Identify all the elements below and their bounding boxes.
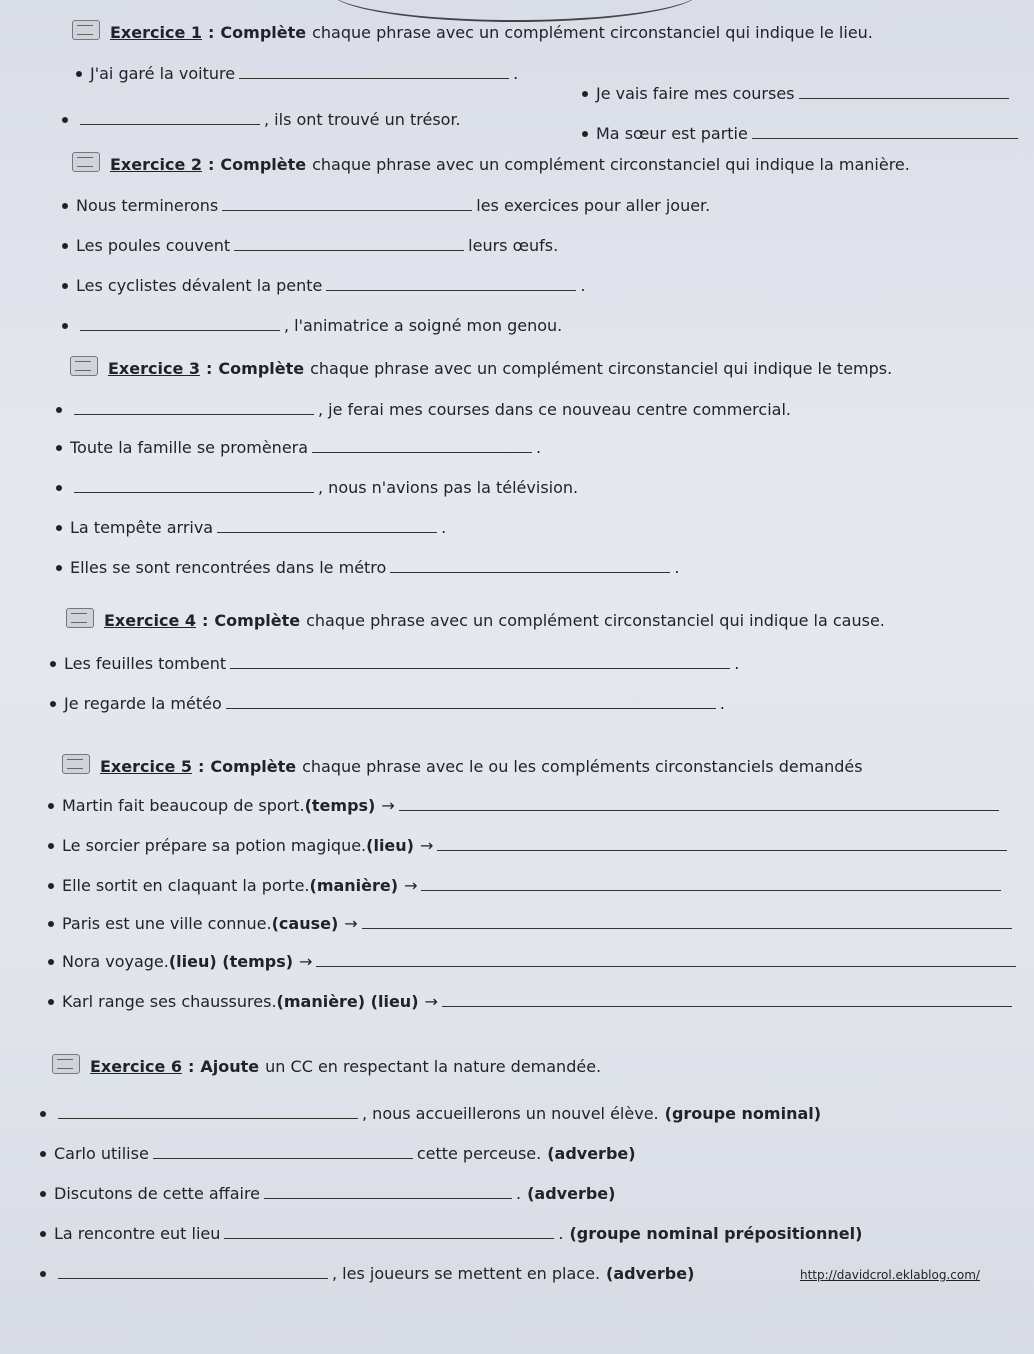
ex6-item-3: Discutons de cette affaire . (adverbe): [40, 1184, 615, 1203]
exercise-6-heading: Exercice 6 : Ajoute un CC en respectant la nature demandée.: [52, 1052, 601, 1076]
answer-blank[interactable]: [222, 209, 472, 211]
answer-blank[interactable]: [217, 531, 437, 533]
exercise-1-heading: Exercice 1 : Complète chaque phrase avec un complément circonstanciel qui indique le lieu.: [72, 18, 873, 42]
ex1-item-2: Je vais faire mes courses: [582, 84, 1013, 103]
book-icon: [72, 152, 100, 172]
exercise-2-heading: Exercice 2 : Complète chaque phrase avec un complément circonstanciel qui indique la manière.: [72, 150, 910, 174]
answer-blank[interactable]: [224, 1237, 554, 1239]
arrow-icon: →: [344, 914, 358, 933]
ex4-item-1: Les feuilles tombent .: [50, 654, 739, 673]
answer-blank[interactable]: [264, 1197, 512, 1199]
answer-blank[interactable]: [362, 927, 1012, 929]
book-icon: [62, 754, 90, 774]
ex1-item-1: J'ai garé la voiture .: [76, 64, 518, 83]
ex3-item-5: Elles se sont rencontrées dans le métro .: [56, 558, 679, 577]
book-icon: [72, 20, 100, 40]
ex4-item-2: Je regarde la météo .: [50, 694, 725, 713]
ex5-item-4: Paris est une ville connue. (cause) →: [48, 914, 1016, 933]
book-icon: [70, 356, 98, 376]
ex1-item-3: , ils ont trouvé un trésor.: [62, 110, 461, 129]
source-link[interactable]: http://davidcrol.eklablog.com/: [800, 1268, 980, 1282]
exercise-6-instruction: un CC en respectant la nature demandée.: [265, 1057, 602, 1076]
exercise-2-instruction: chaque phrase avec un complément circonstanciel qui indique la manière.: [312, 155, 910, 174]
ex5-item-2: Le sorcier prépare sa potion magique. (lieu) →: [48, 836, 1011, 855]
answer-blank[interactable]: [80, 123, 260, 125]
ex3-item-2: Toute la famille se promènera .: [56, 438, 541, 457]
exercise-3-verb: Complète: [218, 359, 305, 378]
arrow-icon: →: [404, 876, 418, 895]
arrow-icon: →: [299, 952, 313, 971]
ex2-item-1: Nous terminerons les exercices pour aller jouer.: [62, 196, 710, 215]
answer-blank[interactable]: [390, 571, 670, 573]
answer-blank[interactable]: [442, 1005, 1012, 1007]
ex2-item-4: , l'animatrice a soigné mon genou.: [62, 316, 562, 335]
exercise-5-instruction: chaque phrase avec le ou les compléments circonstanciels demandés: [302, 757, 863, 776]
exercise-1-verb: Complète: [220, 23, 307, 42]
ex6-item-1: , nous accueillerons un nouvel élève. (groupe nominal): [40, 1104, 821, 1123]
exercise-4-label: Exercice 4: [104, 611, 196, 630]
exercise-4-heading: Exercice 4 : Complète chaque phrase avec un complément circonstanciel qui indique la cause.: [66, 606, 885, 630]
arrow-icon: →: [424, 992, 438, 1011]
exercise-5-label: Exercice 5: [100, 757, 192, 776]
answer-blank[interactable]: [58, 1277, 328, 1279]
answer-blank[interactable]: [230, 667, 730, 669]
exercise-1-label: Exercice 1: [110, 23, 202, 42]
exercise-3-label: Exercice 3: [108, 359, 200, 378]
exercise-4-verb: Complète: [214, 611, 301, 630]
answer-blank[interactable]: [239, 77, 509, 79]
ex2-item-2: Les poules couvent leurs œufs.: [62, 236, 558, 255]
ex3-item-4: La tempête arriva .: [56, 518, 446, 537]
exercise-3-heading: Exercice 3 : Complète chaque phrase avec un complément circonstanciel qui indique le temps.: [70, 354, 892, 378]
ex5-item-5: Nora voyage. (lieu) (temps) →: [48, 952, 1020, 971]
exercise-2-label: Exercice 2: [110, 155, 202, 174]
arrow-icon: →: [381, 796, 395, 815]
exercise-4-instruction: chaque phrase avec un complément circonstanciel qui indique la cause.: [306, 611, 885, 630]
answer-blank[interactable]: [437, 849, 1007, 851]
exercise-1-instruction: chaque phrase avec un complément circonstanciel qui indique le lieu.: [312, 23, 873, 42]
book-icon: [52, 1054, 80, 1074]
answer-blank[interactable]: [326, 289, 576, 291]
answer-blank[interactable]: [752, 137, 1018, 139]
ex6-item-4: La rencontre eut lieu . (groupe nominal prépositionnel): [40, 1224, 862, 1243]
exercise-3-instruction: chaque phrase avec un complément circonstanciel qui indique le temps.: [310, 359, 893, 378]
answer-blank[interactable]: [421, 889, 1001, 891]
answer-blank[interactable]: [58, 1117, 358, 1119]
ex6-item-5: , les joueurs se mettent en place. (adverbe): [40, 1264, 694, 1283]
exercise-5-heading: Exercice 5 : Complète chaque phrase avec le ou les compléments circonstanciels demandés: [62, 752, 863, 776]
ex5-item-6: Karl range ses chaussures. (manière) (lieu) →: [48, 992, 1016, 1011]
answer-blank[interactable]: [74, 413, 314, 415]
answer-blank[interactable]: [80, 329, 280, 331]
answer-blank[interactable]: [74, 491, 314, 493]
answer-blank[interactable]: [234, 249, 464, 251]
book-icon: [66, 608, 94, 628]
answer-blank[interactable]: [312, 451, 532, 453]
ex6-item-2: Carlo utilise cette perceuse. (adverbe): [40, 1144, 636, 1163]
ex1-item-4: Ma sœur est partie: [582, 124, 1022, 143]
exercise-5-verb: Complète: [210, 757, 297, 776]
answer-blank[interactable]: [799, 97, 1009, 99]
answer-blank[interactable]: [316, 965, 1016, 967]
ex3-item-1: , je ferai mes courses dans ce nouveau centre commercial.: [56, 400, 791, 419]
exercise-6-verb: Ajoute: [200, 1057, 260, 1076]
exercise-6-label: Exercice 6: [90, 1057, 182, 1076]
answer-blank[interactable]: [399, 809, 999, 811]
answer-blank[interactable]: [153, 1157, 413, 1159]
ex5-item-3: Elle sortit en claquant la porte. (manière) →: [48, 876, 1005, 895]
ex5-item-1: Martin fait beaucoup de sport. (temps) →: [48, 796, 1003, 815]
answer-blank[interactable]: [226, 707, 716, 709]
exercise-2-verb: Complète: [220, 155, 307, 174]
ex2-item-3: Les cyclistes dévalent la pente .: [62, 276, 585, 295]
ex3-item-3: , nous n'avions pas la télévision.: [56, 478, 578, 497]
arrow-icon: →: [419, 836, 434, 855]
